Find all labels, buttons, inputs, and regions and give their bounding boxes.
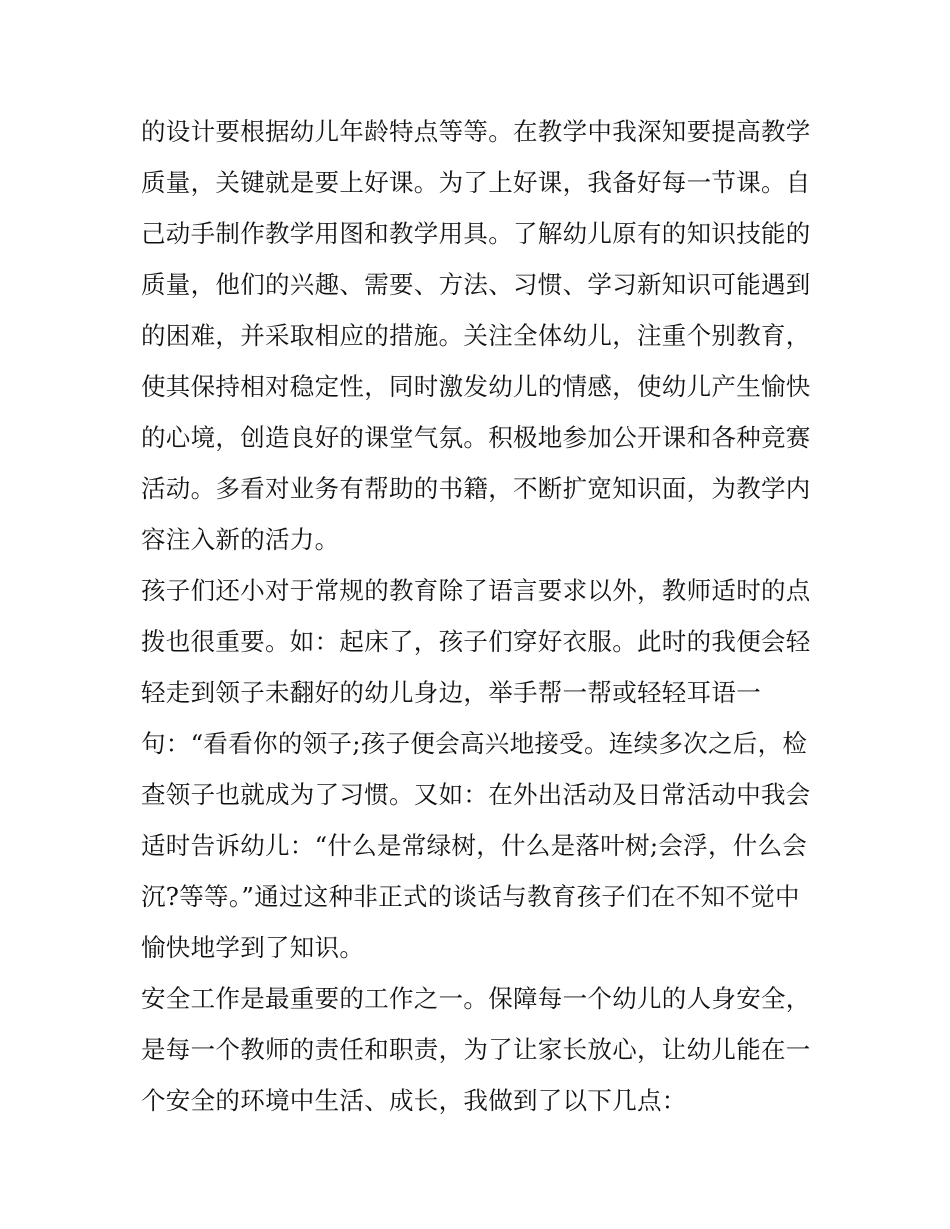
text-line: 的困难，并采取相应的措施。关注全体幼儿，注重个别教育， [141, 321, 811, 350]
text-line: 使其保持相对稳定性，同时激发幼儿的情感，使幼儿产生愉快 [141, 372, 811, 401]
text-line: 是每一个教师的责任和职责，为了让家长放心，让幼儿能在一 [141, 1035, 811, 1064]
text-line: 查领子也就成为了习惯。又如：在外出活动及日常活动中我会 [141, 780, 811, 809]
document-body [141, 106, 821, 1126]
text-line: 适时告诉幼儿：“什么是常绿树，什么是落叶树;会浮，什么会 [141, 831, 808, 860]
text-line: 己动手制作教学用图和教学用具。了解幼儿原有的知识技能的 [141, 219, 811, 248]
text-line: 个安全的环境中生活、成长，我做到了以下几点： [141, 1086, 687, 1115]
paragraph-routine-education [141, 565, 821, 973]
text-line: 安全工作是最重要的工作之一。保障每一个幼儿的人身安全， [141, 984, 811, 1013]
text-line: 轻走到领子未翻好的幼儿身边，举手帮一帮或轻轻耳语一 [141, 678, 761, 707]
text-line: 质量，他们的兴趣、需要、方法、习惯、学习新知识可能遇到 [141, 270, 811, 299]
paragraph-safety-work [141, 973, 821, 1126]
text-line: 容注入新的活力。 [141, 525, 340, 554]
text-line: 沉?等等。”通过这种非正式的谈话与教育孩子们在不知不觉中 [141, 882, 800, 911]
text-line: 句：“看看你的领子;孩子便会高兴地接受。连续多次之后，检 [141, 729, 808, 758]
paragraph-teaching-quality [141, 106, 821, 565]
text-line: 的心境，创造良好的课堂气氛。积极地参加公开课和各种竞赛 [141, 423, 811, 452]
text-line: 孩子们还小对于常规的教育除了语言要求以外，教师适时的点 [141, 576, 811, 605]
text-line: 的设计要根据幼儿年龄特点等等。在教学中我深知要提高教学 [141, 117, 811, 146]
text-line: 质量，关键就是要上好课。为了上好课，我备好每一节课。自 [141, 168, 811, 197]
text-line: 活动。多看对业务有帮助的书籍，不断扩宽知识面，为教学内 [141, 474, 811, 503]
text-line: 拨也很重要。如：起床了，孩子们穿好衣服。此时的我便会轻 [141, 627, 811, 656]
text-line: 愉快地学到了知识。 [141, 933, 365, 962]
